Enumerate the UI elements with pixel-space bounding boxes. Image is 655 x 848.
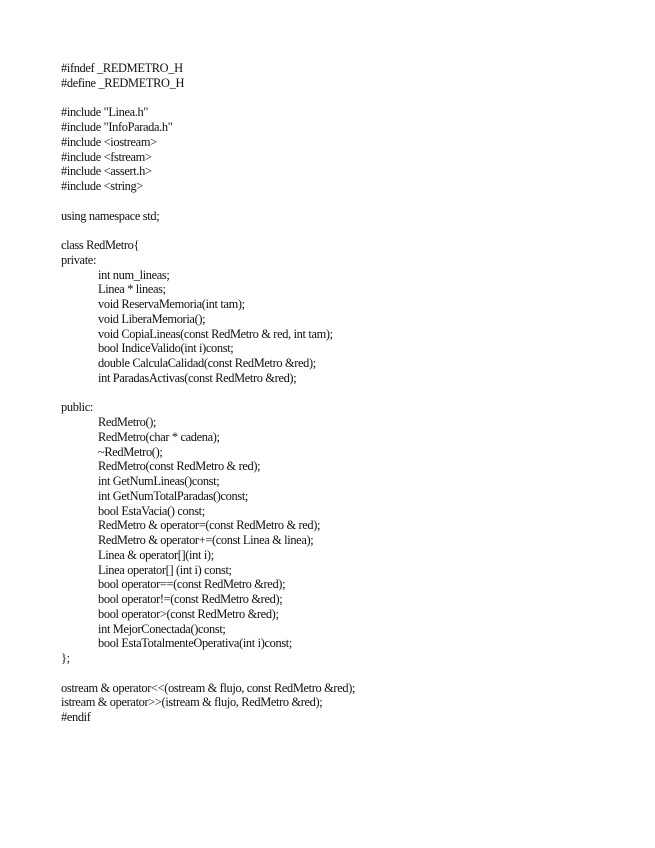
code-line: double CalculaCalidad(const RedMetro &red); [98, 356, 316, 370]
code-line: bool operator==(const RedMetro &red); [98, 577, 286, 592]
code-line: bool operator>(const RedMetro &red); [98, 606, 279, 621]
code-line: bool EstaTotalmenteOperativa(int i)const; [98, 636, 292, 651]
blank-line [61, 194, 621, 209]
blank-line [61, 223, 621, 238]
code-line: ostream & operator<<(ostream & flujo, const RedMetro &red); [61, 680, 356, 695]
code-line: int num_lineas; [98, 267, 170, 282]
code-line: #include "Linea.h" [61, 105, 149, 120]
code-line: bool operator!=(const RedMetro &red); [98, 592, 283, 606]
code-line: Linea * lineas; [98, 282, 166, 297]
blank-line [61, 666, 621, 681]
code-line: void CopiaLineas(const RedMetro & red, int tam); [98, 326, 333, 341]
code-line: int MejorConectada()const; [98, 621, 226, 636]
code-line: RedMetro(); [98, 415, 157, 429]
code-line: }; [61, 651, 70, 665]
code-line: ~RedMetro(); [98, 444, 163, 459]
code-line: public: [61, 400, 93, 415]
code-line: bool EstaVacia() const; [98, 503, 205, 518]
code-line: #include <iostream> [61, 134, 157, 149]
code-line: private: [61, 252, 97, 267]
blank-line [61, 91, 621, 106]
code-line: RedMetro & operator+=(const Linea & linea); [98, 533, 314, 547]
code-line: #include "InfoParada.h" [61, 120, 173, 134]
code-line: void ReservaMemoria(int tam); [98, 297, 245, 311]
code-line: int GetNumLineas()const; [98, 474, 220, 488]
code-line: Linea & operator[](int i); [98, 547, 214, 562]
code-line: bool IndiceValido(int i)const; [98, 341, 234, 356]
code-line: #include <assert.h> [61, 164, 152, 179]
code-line: RedMetro & operator=(const RedMetro & red); [98, 518, 321, 533]
code-line: #ifndef _REDMETRO_H [61, 61, 183, 75]
code-line: RedMetro(const RedMetro & red); [98, 459, 261, 474]
code-line: int ParadasActivas(const RedMetro &red); [98, 370, 297, 385]
code-listing [61, 61, 621, 725]
code-line: #include <string> [61, 179, 144, 193]
code-line: #include <fstream> [61, 149, 152, 164]
code-line: #endif [61, 710, 91, 724]
code-line: using namespace std; [61, 208, 160, 223]
code-line: void LiberaMemoria(); [98, 311, 206, 326]
code-line: RedMetro(char * cadena); [98, 429, 220, 444]
blank-line [61, 386, 621, 401]
code-line: #define _REDMETRO_H [61, 75, 185, 90]
code-line: istream & operator>>(istream & flujo, RedMetro &red); [61, 695, 323, 710]
code-line: int GetNumTotalParadas()const; [98, 488, 249, 503]
code-line: class RedMetro{ [61, 238, 140, 252]
code-line: Linea operator[] (int i) const; [98, 562, 232, 577]
